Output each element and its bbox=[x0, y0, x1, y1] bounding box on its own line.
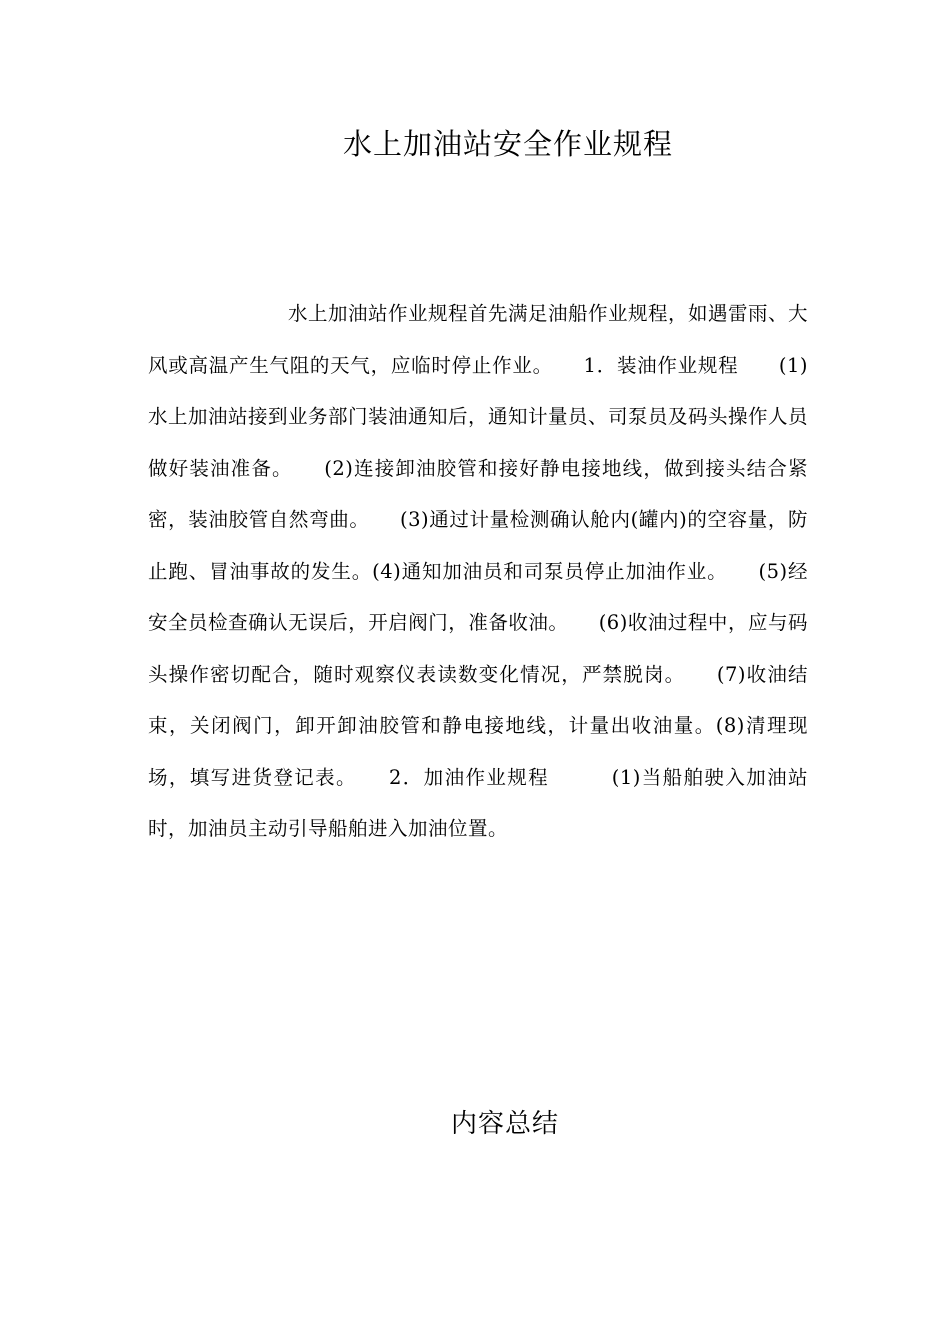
document-title: 水上加油站安全作业规程 bbox=[342, 127, 673, 161]
body-paragraph bbox=[148, 288, 808, 855]
summary-heading: 内容总结 bbox=[450, 1109, 559, 1139]
body-text: 水上加油站作业规程首先满足油船作业规程，如遇雷雨、大风或高温产生气阻的天气，应临时停止作业。 1．装油作业规程 (1)水上加油站接到业务部门装油通知后，通知计量员、司泵员及码头操作人员做好装油准备。 (2)连接卸油胶管和接好静电接地线，做到接头结合紧密，装油胶管自然弯曲。 (3)通过计量检测确认舱内(罐内)的空容量，防止跑、冒油事故的发生。(4)通知加油员和司泵员停止加油作业。 (5)经安全员检查确认无误后，开启阀门，准备收油。 (6)收油过程中，应与码头操作密切配合，随时观察仪表读数变化情况，严禁脱岗。 (7)收油结束，关闭阀门，卸开卸油胶管和静电接地线，计量出收油量。(8)清理现场，填写进货登记表。 2．加油作业规程 (1)当船舶驶入加油站时，加油员主动引导船舶进入加油位置。 bbox=[148, 302, 809, 840]
